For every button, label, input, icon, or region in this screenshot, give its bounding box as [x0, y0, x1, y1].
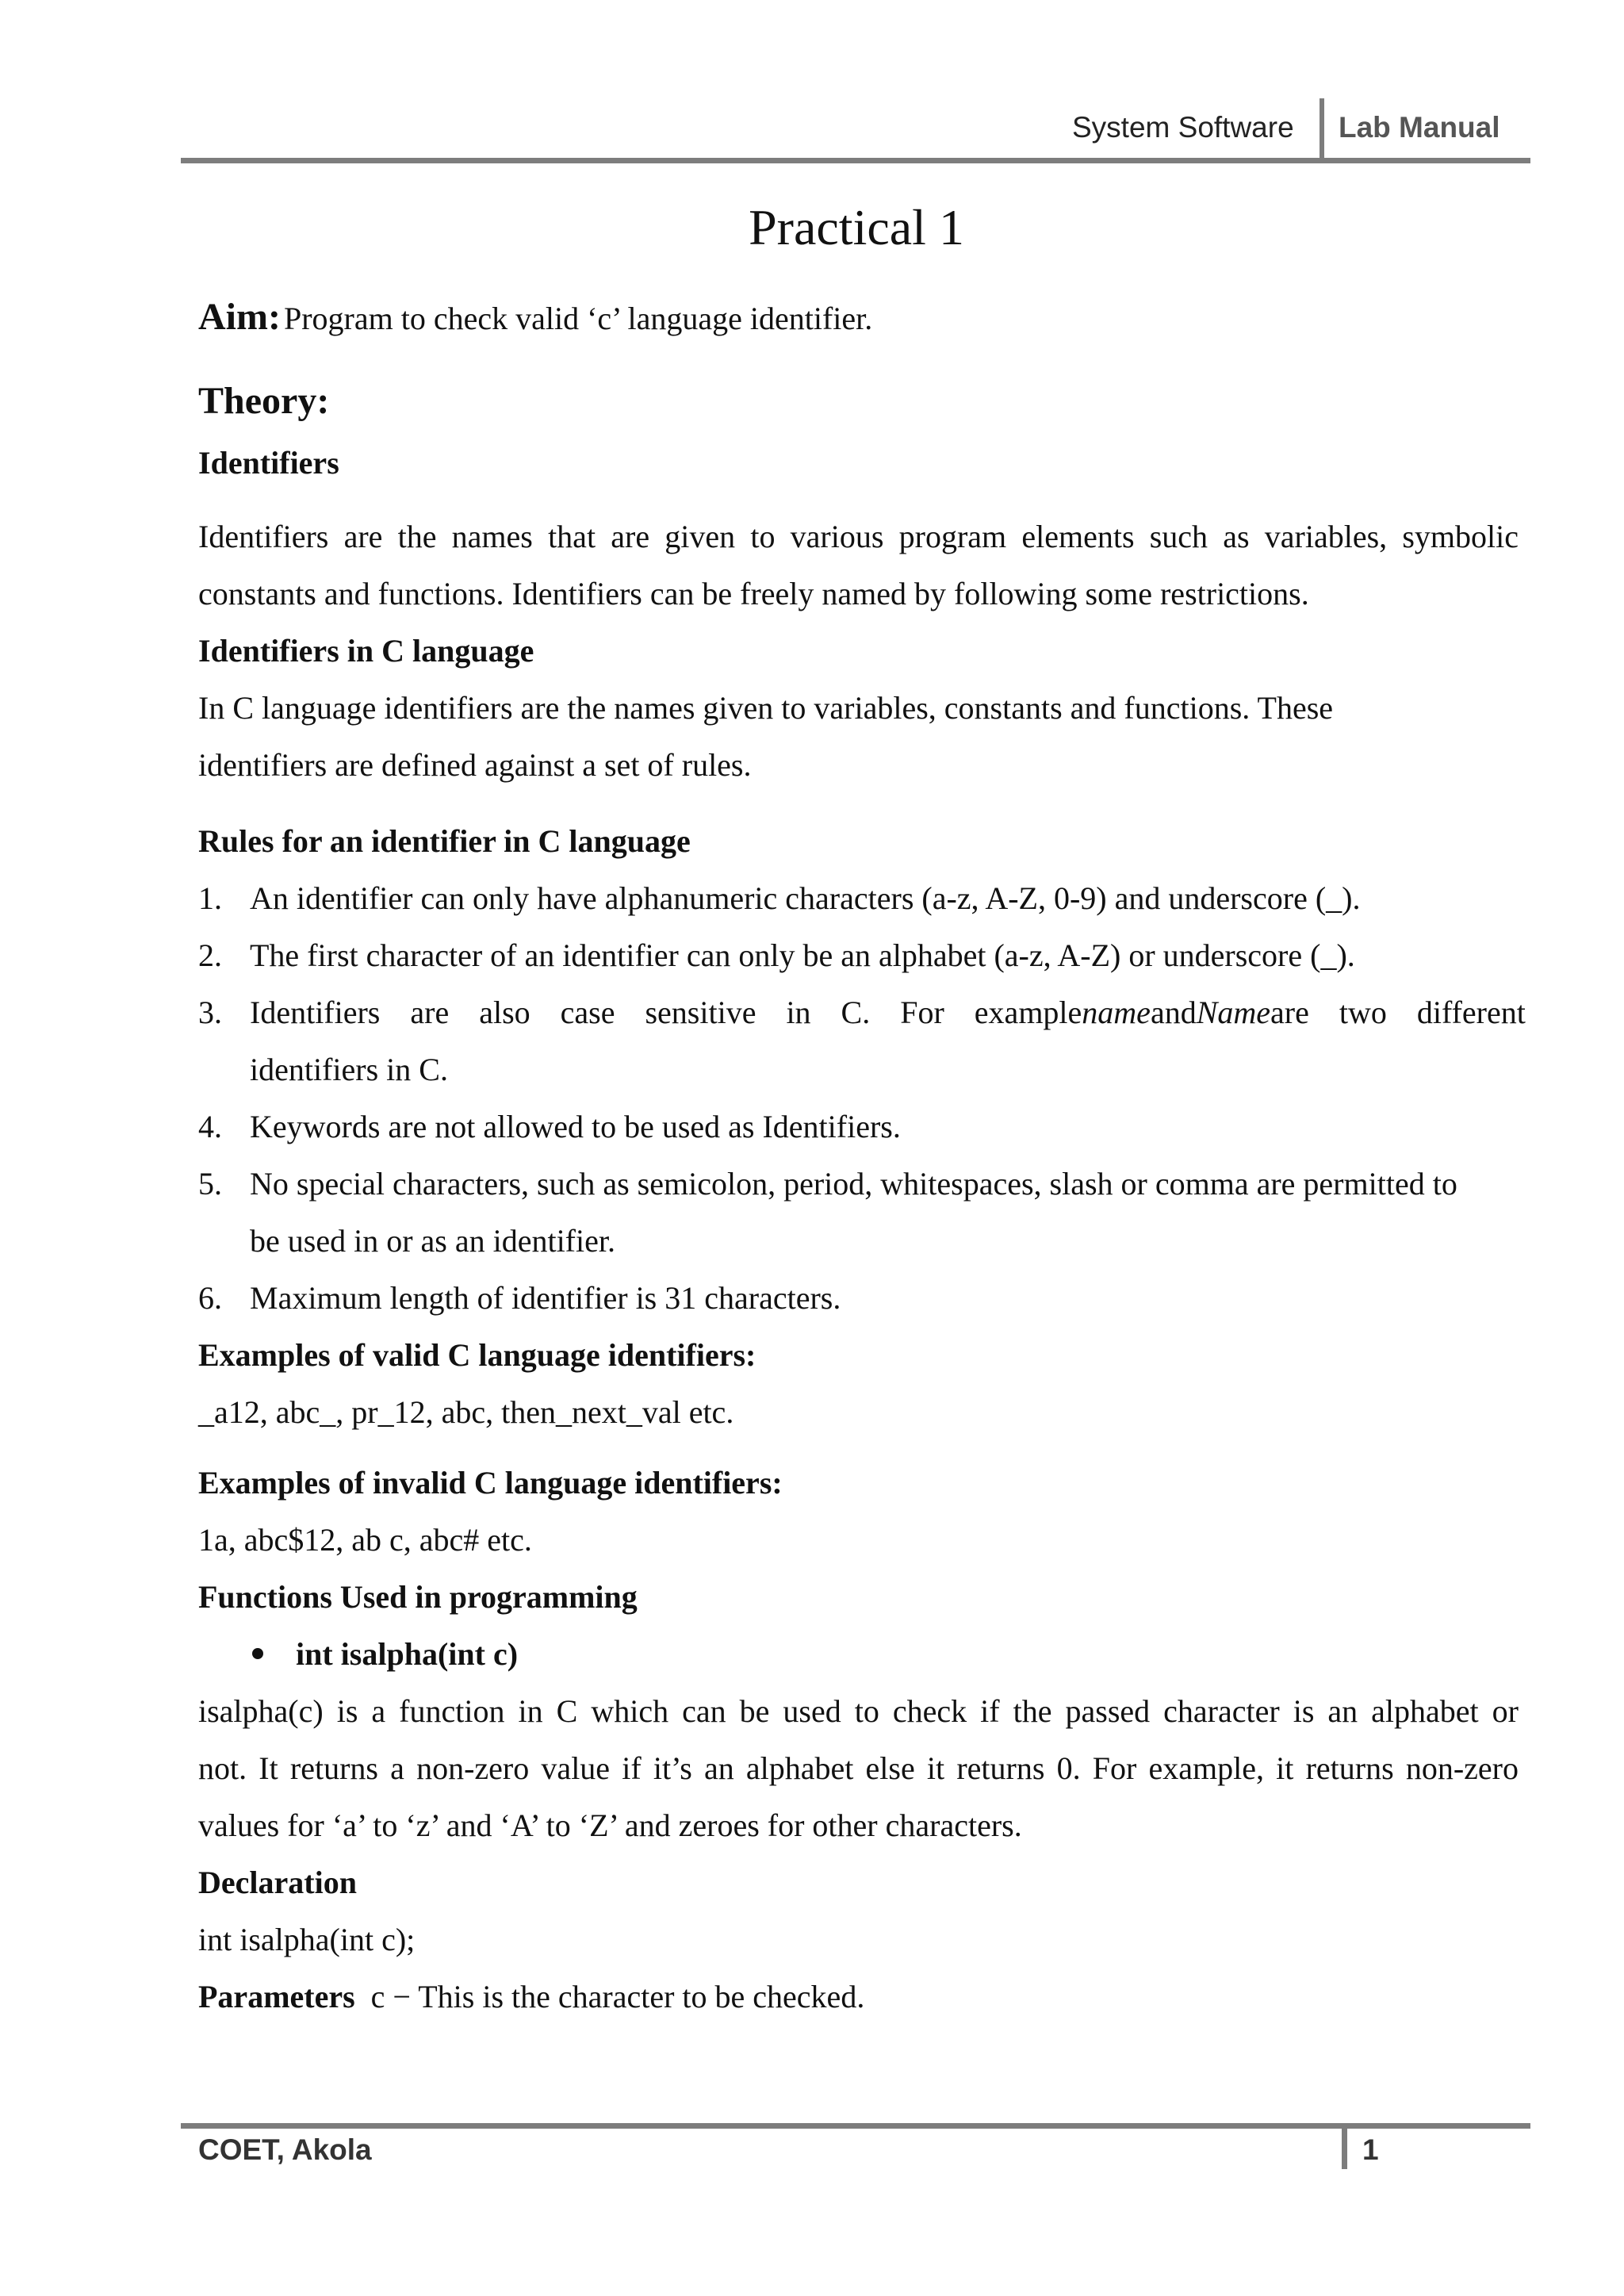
rule-number: 2.	[198, 937, 222, 973]
rule-text-em: Name	[1196, 995, 1271, 1030]
aim-label: Aim:	[198, 296, 281, 338]
rule-text-part: Identifiers are also case sensitive in C. For example	[250, 995, 1082, 1030]
footer-institution: COET, Akola	[198, 2133, 372, 2166]
declaration-heading: Declaration	[198, 1865, 357, 1900]
rule-number: 5.	[198, 1166, 222, 1202]
identifiers-c-line1: In C language identifiers are the names given to variables, constants and functions. These	[198, 690, 1334, 726]
function-signature: int isalpha(int c)	[296, 1636, 519, 1672]
rule-text: An identifier can only have alphanumeric characters (a-z, A-Z, 0-9) and underscore (_).	[250, 880, 1361, 916]
rule-text-continued: identifiers in C.	[250, 1052, 448, 1087]
parameters-line	[198, 1978, 864, 2016]
rule-text-part: are two different	[1270, 995, 1526, 1030]
rule-text-continued: be used in or as an identifier.	[250, 1223, 615, 1259]
rule-number: 6.	[198, 1280, 222, 1316]
rule-number: 3.	[198, 995, 222, 1030]
header-divider	[1320, 98, 1324, 162]
function-desc-line3: values for ‘a’ to ‘z’ and ‘A’ to ‘Z’ and zeroes for other characters.	[198, 1807, 1022, 1843]
header-subject: System Software	[1072, 111, 1294, 144]
invalid-examples-heading: Examples of invalid C language identifiers:	[198, 1465, 783, 1501]
footer-divider	[1342, 2128, 1347, 2169]
rule-text: The first character of an identifier can only be an alphabet (a-z, A-Z) or underscore (_).	[250, 937, 1355, 973]
identifiers-para-line2: constants and functions. Identifiers can be freely named by following some restrictions.	[198, 576, 1309, 611]
header-rule	[181, 158, 1530, 163]
page-number: 1	[1362, 2133, 1379, 2166]
aim-text: Program to check valid ‘c’ language identifier.	[283, 301, 873, 336]
aim-line	[198, 295, 872, 339]
identifiers-c-line2: identifiers are defined against a set of rules.	[198, 747, 752, 783]
header-doc-type: Lab Manual	[1339, 111, 1500, 144]
identifiers-para-line1: Identifiers are the names that are given to various program elements such as variables, symbolic	[198, 519, 1519, 554]
functions-heading: Functions Used in programming	[198, 1579, 638, 1615]
footer-rule	[181, 2123, 1530, 2129]
rule-text: Keywords are not allowed to be used as Identifiers.	[250, 1109, 901, 1144]
rule-number: 1.	[198, 880, 222, 916]
rule-text-em: name	[1082, 995, 1151, 1030]
identifiers-heading: Identifiers	[198, 445, 339, 481]
declaration-code: int isalpha(int c);	[198, 1922, 416, 1957]
function-desc-line2: not. It returns a non-zero value if it’s an alphabet else it returns 0. For example, it returns non-zero	[198, 1750, 1519, 1786]
parameters-text: c − This is the character to be checked.	[370, 1979, 865, 2014]
rule-text: Maximum length of identifier is 31 characters.	[250, 1280, 841, 1316]
rules-heading: Rules for an identifier in C language	[198, 823, 691, 859]
parameters-label: Parameters	[198, 1979, 355, 2014]
rule-text-part: and	[1150, 995, 1197, 1030]
valid-examples-heading: Examples of valid C language identifiers:	[198, 1337, 756, 1373]
identifiers-c-heading: Identifiers in C language	[198, 633, 534, 669]
invalid-examples-text: 1a, abc$12, ab c, abc# etc.	[198, 1522, 532, 1558]
theory-heading: Theory:	[198, 380, 330, 422]
rule-number: 4.	[198, 1109, 222, 1144]
valid-examples-text: _a12, abc_, pr_12, abc, then_next_val etc.	[198, 1394, 734, 1430]
rule-text	[250, 994, 1526, 1032]
rule-text: No special characters, such as semicolon, period, whitespaces, slash or comma are permitted to	[250, 1166, 1457, 1202]
bullet-icon	[252, 1648, 263, 1659]
page-title: Practical 1	[749, 199, 964, 255]
function-desc-line1: isalpha(c) is a function in C which can be used to check if the passed character is an alphabet or	[198, 1693, 1519, 1729]
